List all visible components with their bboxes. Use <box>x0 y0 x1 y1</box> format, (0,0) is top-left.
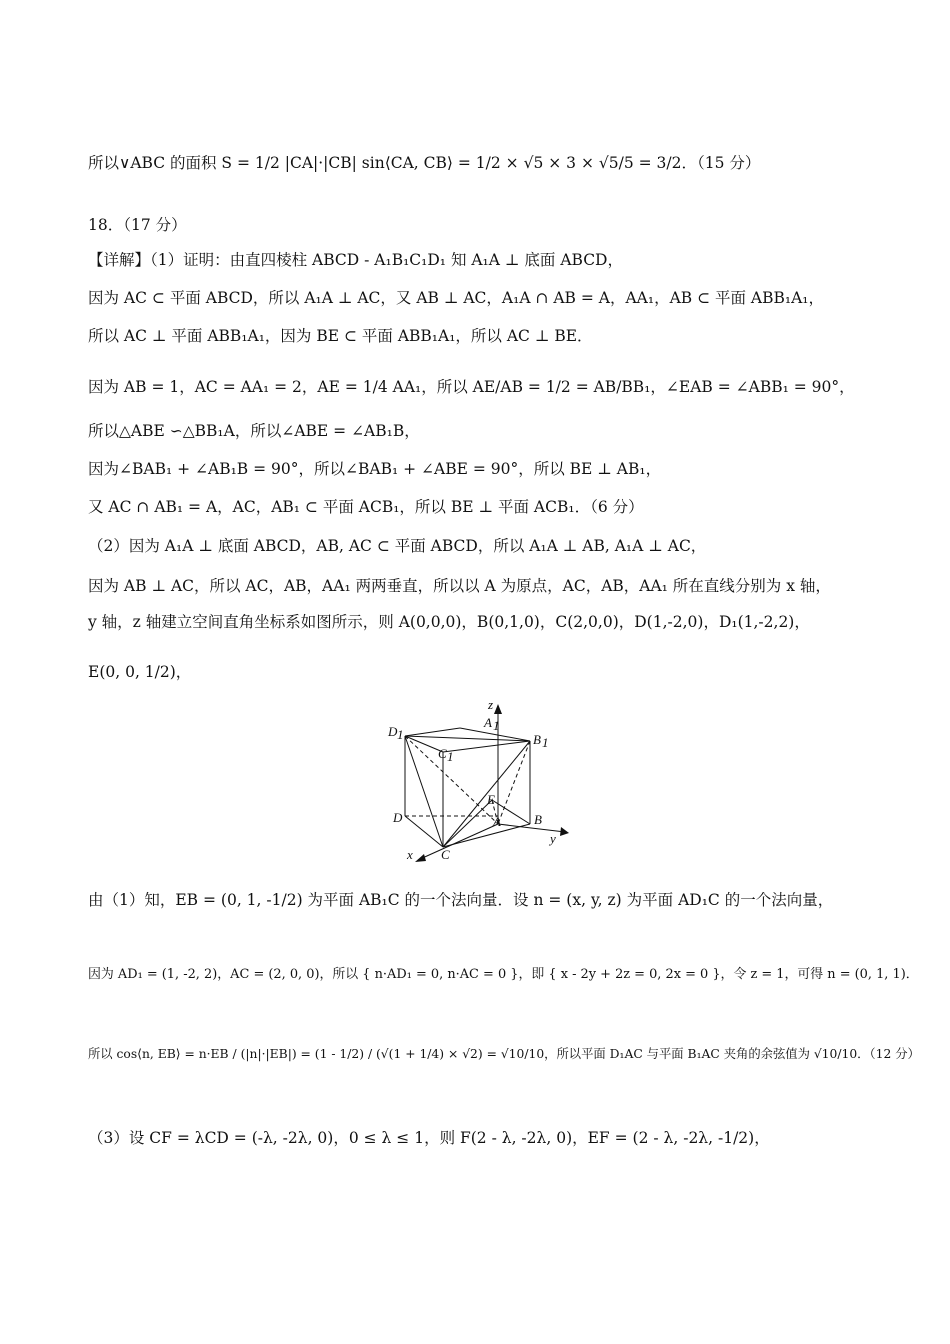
label-D1-sub: 1 <box>397 727 404 742</box>
label-E: E <box>487 792 495 807</box>
label-C1: C <box>438 746 447 761</box>
label-A: A <box>493 814 501 829</box>
label-C: C <box>441 847 450 862</box>
prism-diagram <box>380 700 580 870</box>
text-line: 因为∠BAB₁ + ∠AB₁B = 90°，所以∠BAB₁ + ∠ABE = 90°，所以 BE ⊥ AB₁， <box>88 460 662 478</box>
text-line: 因为 AB = 1，AC = AA₁ = 2，AE = 1/4 AA₁，所以 AE/AB = 1/2 = AB/BB₁，∠EAB = ∠ABB₁ = 90°， <box>88 378 855 396</box>
edge-B1A <box>498 741 530 824</box>
text-line: 所以△ABE ∽△BB₁A，所以∠ABE = ∠AB₁B， <box>88 422 420 440</box>
z-arrowhead <box>494 704 502 714</box>
y-arrowhead <box>560 827 569 836</box>
label-y: y <box>550 831 556 846</box>
coordinate-prism-figure <box>380 700 580 870</box>
edge-CB <box>443 824 530 847</box>
text-line: 又 AC ∩ AB₁ = A，AC，AB₁ ⊂ 平面 ACB₁，所以 BE ⊥ 平面 ACB₁．（6 分） <box>88 498 644 516</box>
text-line: 【详解】（1）证明：由直四棱柱 ABCD - A₁B₁C₁D₁ 知 A₁A ⊥ 底面 ABCD， <box>88 251 623 269</box>
label-D: D <box>393 810 403 825</box>
text-line: 由（1）知，EB = (0, 1, -1/2) 为平面 AB₁C 的一个法向量．设 n = (x, y, z) 为平面 AD₁C 的一个法向量， <box>88 891 834 909</box>
label-x: x <box>407 847 413 862</box>
label-A1: A <box>484 715 492 730</box>
text-line: 因为 AC ⊂ 平面 ABCD，所以 A₁A ⊥ AC，又 AB ⊥ AC，A₁A ∩ AB = A，AA₁，AB ⊂ 平面 ABB₁A₁， <box>88 289 825 307</box>
x-arrowhead <box>415 854 426 862</box>
text-line: 所以∨ABC 的面积 S = 1/2 |CA|·|CB| sin⟨CA, CB⟩ = 1/2 × √5 × 3 × √5/5 = 3/2．（15 分） <box>88 154 761 172</box>
text-line: E(0, 0, 1/2)， <box>88 663 192 681</box>
text-line: （3）设 CF = λCD = (-λ, -2λ, 0)，0 ≤ λ ≤ 1，则 F(2 - λ, -2λ, 0)，EF = (2 - λ, -2λ, -1/2)， <box>88 1129 770 1147</box>
label-D1: D <box>388 724 398 739</box>
problem-number: 18．（17 分） <box>88 216 187 234</box>
label-A1-sub: 1 <box>493 718 500 733</box>
text-line: 所以 AC ⊥ 平面 ABB₁A₁，因为 BE ⊂ 平面 ABB₁A₁，所以 AC ⊥ BE． <box>88 327 593 345</box>
label-B1-sub: 1 <box>542 735 549 750</box>
label-z: z <box>488 700 494 712</box>
text-line: y 轴，z 轴建立空间直角坐标系如图所示，则 A(0,0,0)，B(0,1,0)，C(2,0,0)，D(1,-2,0)，D₁(1,-2,2)， <box>88 613 810 631</box>
edge-D1B1 <box>405 736 530 741</box>
text-line: 因为 AB ⊥ AC，所以 AC，AB，AA₁ 两两垂直，所以以 A 为原点，AC，AB，AA₁ 所在直线分别为 x 轴， <box>88 577 831 595</box>
edge-CE <box>443 800 492 847</box>
label-B: B <box>534 812 542 827</box>
edge-C1frontB1 <box>443 741 530 752</box>
label-B1: B <box>533 732 541 747</box>
text-line: （2）因为 A₁A ⊥ 底面 ABCD，AB, AC ⊂ 平面 ABCD，所以 A₁A ⊥ AB, A₁A ⊥ AC， <box>88 537 707 555</box>
label-C1-sub: 1 <box>447 749 454 764</box>
text-line: 所以 cos⟨n, EB⟩ = n·EB / (|n|·|EB|) = (1 - 1/2) / (√(1 + 1/4) × √2) = √10/10，所以平面 D₁AC 与平面 B₁AC 夹角的余弦值为 √10/10．（12 分） <box>88 1047 920 1061</box>
text-line: 因为 AD₁ = (1, -2, 2)，AC = (2, 0, 0)，所以 { n·AD₁ = 0, n·AC = 0 }，即 { x - 2y + 2z = 0, 2x = 0 }，令 z = 1，可得 n = (0, 1, 1)． <box>88 967 919 982</box>
edge-D1C1 <box>405 728 460 736</box>
